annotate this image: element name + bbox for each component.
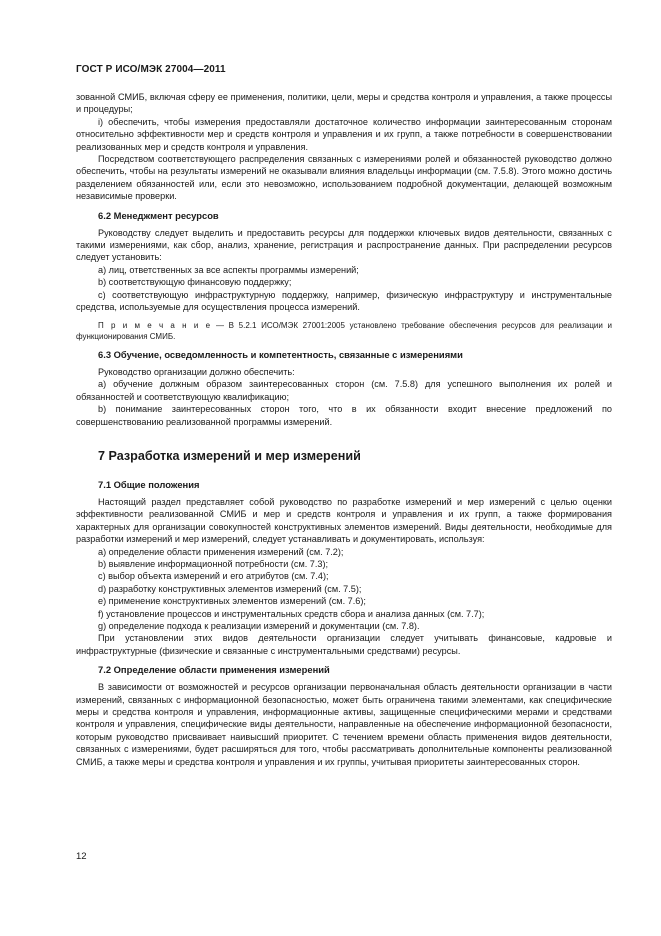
section-7-1-paragraph-2: При установлении этих видов деятельности организации следует учитывать финансовые, кадровые и инфраструктурные (физические и связанные с инструментальными средствами) ресурсы. [76,633,612,656]
document-page [76,64,612,768]
list-item: e) применение конструктивных элементов измерений (см. 7.6); [98,596,366,607]
list-item: b) соответствующую финансовую поддержку; [98,277,292,288]
section-6-2-paragraph: Руководству следует выделить и предоставить ресурсы для поддержки ключевых видов деятельности, связанных с такими измерениями, как сбор, анализ, хранение, регистрация и распространение данных. При распределении ресурсов следует установить: [76,227,612,263]
list-item: a) определение области применения измерений (см. 7.2); [98,546,344,557]
list-item: c) выбор объекта измерений и его атрибутов (см. 7.4); [98,571,329,582]
list-item: c) соответствующую инфраструктурную поддержку, например, физическую инфраструктуру и инструментальные средства, используемые для осуществления процесса измерений. [76,289,612,313]
list-item: b) выявление информационной потребности (см. 7.3); [98,558,329,569]
section-7-1-paragraph: Настоящий раздел представляет собой руководство по разработке измерений и мер измерений с целью оценки эффективности реализованной СМИБ и мер и средств контроля и управления и их групп, а также формирования характерных для организации совокупностей конструктивных элементов измерений. Виды деятельности, необходимые для разработки измерений и мер измерений, следует устанавливать и документировать, используя: [76,496,612,545]
page-number: 12 [76,851,87,862]
list-item: a) лиц, ответственных за все аспекты программы измерений; [98,264,359,275]
section-6-2-note [76,320,612,342]
list-item: f) установление процессов и инструментальных средств сбора и анализа данных (см. 7.7); [98,608,485,619]
note-label: П р и м е ч а н и е [98,320,212,330]
intro-item-i: i) обеспечить, чтобы измерения предоставляли достаточное количество информации заинтересованным сторонам относительно эффективности мер и средств контроля и управления и их групп, а также потребности в совершенствовании реализованных мер и средств контроля и управления. [76,116,612,152]
note-text: — В 5.2.1 ИСО/МЭК 27001:2005 установлено требование обеспечения ресурсов для реализации и функционирования СМИБ. [76,320,612,341]
section-6-3-heading: 6.3 Обучение, осведомленность и компетентность, связанные с измерениями [98,348,463,360]
section-7-2-paragraph: В зависимости от возможностей и ресурсов организации первоначальная область деятельности организации в части измерений, связанных с информационной безопасностью, может быть ограничена такими элементами, как специфические меры и средства контроля и управления, информационные активы, защищенные специфическими мерами и средствами контроля и управления, специфические виды деятельности, направленные на обеспечение информационной безопасности, которым руководство присваивает наивысший приоритет. С течением времени область применения видов деятельности, связанных с измерениями, будет расширяться для того, чтобы рассматривать дополнительные компоненты реализованной СМИБ, а также меры и средства контроля и управления и их группы, учитывая приоритеты заинтересованных сторон. [76,682,612,767]
section-6-3-paragraph: Руководство организации должно обеспечить: [98,366,295,377]
document-header: ГОСТ Р ИСО/МЭК 27004—2011 [76,64,226,75]
list-item: b) понимание заинтересованных сторон того, что в их обязанности входит внесение предложений по совершенствованию реализованной программы измерений. [76,404,612,427]
section-7-heading: 7 Разработка измерений и мер измерений [98,448,361,463]
list-item: a) обучение должным образом заинтересованных сторон (см. 7.5.8) для успешного выполнения их ролей и обязанностей и соответствующую квалификацию; [76,379,612,402]
intro-paragraph-1: зованной СМИБ, включая сферу ее применения, политики, цели, меры и средства контроля и управления, а также процессы и процедуры; [76,92,612,115]
list-item: d) разработку конструктивных элементов измерений (см. 7.5); [98,583,362,594]
section-6-2-heading: 6.2 Менеджмент ресурсов [98,209,219,221]
section-7-2-heading: 7.2 Определение области применения измерений [98,664,330,676]
intro-paragraph-3: Посредством соответствующего распределения связанных с измерениями ролей и обязанностей руководство должно обеспечить, чтобы на результаты измерений не оказывали влияния владельцы информации (см. 7.5.8). Этого можно достичь разделением обязанностей или, если это невозможно, использованием подробной документации, делающей возможным независимые проверки. [76,154,612,202]
list-item: g) определение подхода к реализации измерений и документации (см. 7.8). [98,621,420,631]
section-7-1-heading: 7.1 Общие положения [98,478,200,490]
